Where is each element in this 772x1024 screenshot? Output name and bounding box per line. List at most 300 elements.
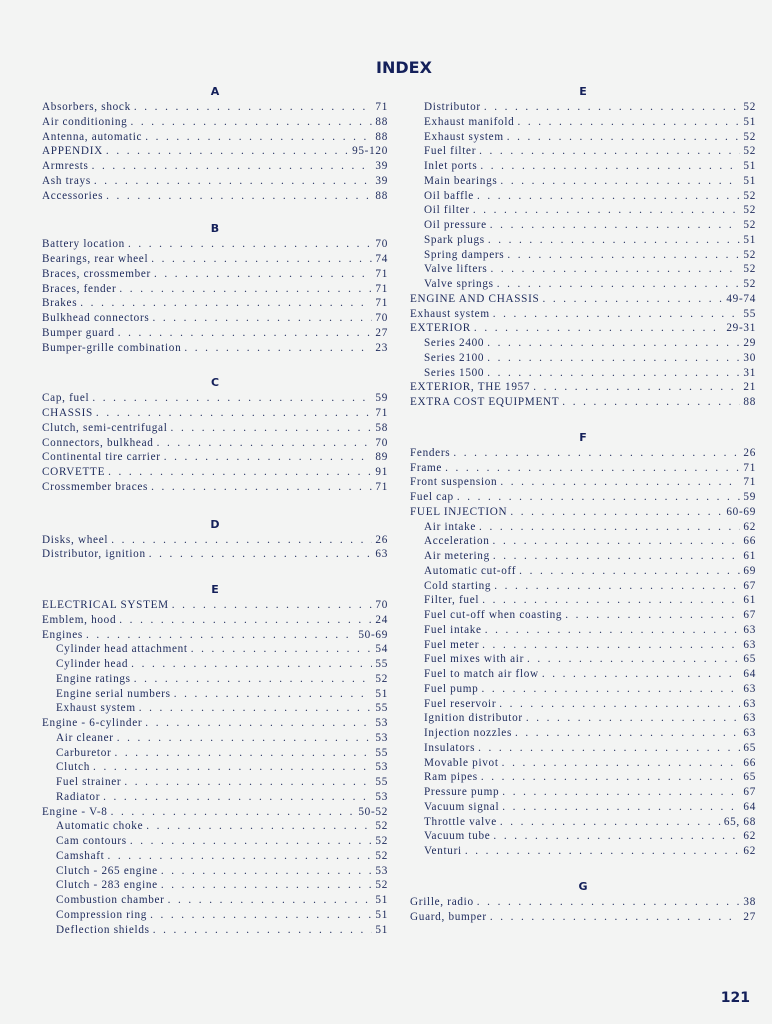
index-entry xyxy=(42,159,388,174)
entry-page: 60-69 xyxy=(726,505,756,518)
entry-page: 63 xyxy=(743,727,756,739)
index-column-left xyxy=(42,84,388,937)
entry-page: 59 xyxy=(743,491,756,503)
dot-leader xyxy=(515,726,740,741)
entry-label: Spring dampers xyxy=(424,248,505,261)
entry-label: Bumper-grille combination xyxy=(42,341,182,354)
index-entry xyxy=(42,613,388,628)
entry-page: 38 xyxy=(743,895,756,908)
dot-leader xyxy=(149,547,373,562)
entry-label: Clutch xyxy=(56,761,91,774)
entry-page: 51 xyxy=(375,923,388,936)
entry-label: Bumper guard xyxy=(42,326,115,339)
entry-page: 65 xyxy=(743,771,756,784)
entry-label: Frame xyxy=(410,461,443,474)
entry-page: 53 xyxy=(375,790,388,803)
index-entry xyxy=(410,549,756,564)
dot-leader xyxy=(174,687,373,702)
dot-leader xyxy=(502,800,740,815)
dot-leader xyxy=(191,642,373,657)
entry-page: 69 xyxy=(743,564,756,577)
entry-page: 51 xyxy=(375,687,388,700)
entry-page: 29 xyxy=(743,337,756,349)
entry-page: 29-31 xyxy=(726,322,756,335)
entry-label: Fuel pump xyxy=(424,682,479,695)
entry-label: Insulators xyxy=(424,741,476,754)
index-entry xyxy=(410,233,756,248)
index-entry xyxy=(410,638,756,653)
dot-leader xyxy=(488,233,741,248)
entry-page: 67 xyxy=(743,786,756,798)
section-letter: F xyxy=(579,430,587,444)
dot-leader xyxy=(111,805,356,820)
entry-label: Cam contours xyxy=(56,835,127,847)
index-section xyxy=(42,517,388,563)
entry-label: Vacuum tube xyxy=(424,830,491,843)
entry-label: CORVETTE xyxy=(42,466,106,478)
entry-label: Series 2400 xyxy=(424,337,485,349)
entry-label: Accessories xyxy=(42,189,104,202)
index-entry xyxy=(410,292,756,307)
entry-page: 49-74 xyxy=(726,292,756,305)
entry-label: Automatic cut-off xyxy=(424,564,517,577)
entry-label: Filter, fuel xyxy=(424,594,480,607)
entry-label: Throttle valve xyxy=(424,815,497,828)
entry-label: Engine - V-8 xyxy=(42,805,108,818)
dot-leader xyxy=(161,864,373,879)
dot-leader xyxy=(474,321,723,336)
entry-label: ENGINE AND CHASSIS xyxy=(410,292,540,305)
dot-leader xyxy=(482,638,740,653)
entry-page: 67 xyxy=(743,579,756,592)
entry-page: 52 xyxy=(743,248,756,261)
index-entry xyxy=(42,923,388,938)
index-section xyxy=(410,430,756,859)
entry-label: APPENDIX xyxy=(42,145,103,158)
page-number: 121 xyxy=(720,990,750,1006)
entry-label: Battery location xyxy=(42,238,125,251)
entry-page: 53 xyxy=(375,761,388,774)
index-entry xyxy=(410,608,756,623)
dot-leader xyxy=(510,505,723,520)
dot-leader xyxy=(465,844,741,859)
index-entry xyxy=(42,746,388,761)
dot-leader xyxy=(500,174,740,189)
entry-page: 59 xyxy=(375,392,388,405)
entry-label: Ram pipes xyxy=(424,771,478,784)
entry-page: 70 xyxy=(375,238,388,251)
entry-label: Oil filter xyxy=(424,204,470,217)
index-entry xyxy=(410,623,756,638)
entry-page: 65, 68 xyxy=(723,815,756,828)
index-entry xyxy=(42,282,388,297)
entry-page: 52 xyxy=(375,835,388,847)
index-entry xyxy=(410,321,756,336)
entry-page: 62 xyxy=(743,845,756,857)
section-letter: C xyxy=(210,376,220,390)
entry-page: 55 xyxy=(375,746,388,759)
index-entry xyxy=(410,380,756,395)
entry-page: 24 xyxy=(375,613,388,626)
dot-leader xyxy=(533,380,740,395)
entry-label: EXTERIOR xyxy=(410,322,471,335)
entry-page: 50-69 xyxy=(358,628,388,641)
entry-page: 62 xyxy=(743,830,756,843)
entry-page: 55 xyxy=(375,702,388,715)
entry-page: 67 xyxy=(743,609,756,621)
entry-page: 71 xyxy=(375,407,388,419)
entry-page: 63 xyxy=(743,697,756,710)
entry-page: 51 xyxy=(743,115,756,128)
entry-label: Engine - 6-cylinder xyxy=(42,717,143,729)
index-entry xyxy=(42,252,388,267)
index-entry xyxy=(410,505,756,520)
index-entry xyxy=(42,760,388,775)
dot-leader xyxy=(92,391,372,406)
dot-leader xyxy=(151,480,372,495)
index-entry xyxy=(42,547,388,562)
dot-leader xyxy=(445,461,740,476)
entry-page: 63 xyxy=(375,548,388,561)
dot-leader xyxy=(487,351,740,366)
index-entry xyxy=(410,159,756,174)
entry-page: 88 xyxy=(375,130,388,143)
index-entry xyxy=(42,819,388,834)
entry-page: 71 xyxy=(743,461,756,474)
entry-label: Continental tire carrier xyxy=(42,451,161,464)
entry-page: 52 xyxy=(743,278,756,290)
dot-leader xyxy=(497,277,741,292)
entry-label: Ignition distributor xyxy=(424,712,523,725)
index-entry xyxy=(42,628,388,643)
dot-leader xyxy=(477,895,741,910)
index-entry xyxy=(42,436,388,451)
entry-page: 63 xyxy=(743,623,756,636)
dot-leader xyxy=(542,667,741,682)
entry-label: Air conditioning xyxy=(42,115,128,128)
entry-page: 71 xyxy=(743,476,756,489)
dot-leader xyxy=(527,652,740,667)
entry-page: 51 xyxy=(743,174,756,187)
index-entry xyxy=(410,593,756,608)
page-title: INDEX xyxy=(376,58,432,77)
dot-leader xyxy=(542,292,723,307)
index-entry xyxy=(410,711,756,726)
index-entry xyxy=(42,406,388,421)
entry-page: 39 xyxy=(375,174,388,187)
entry-label: Air cleaner xyxy=(56,731,114,744)
section-letter: G xyxy=(578,879,588,893)
entry-page: 50-52 xyxy=(358,805,388,818)
entry-page: 27 xyxy=(743,910,756,923)
dot-leader xyxy=(96,406,372,421)
section-letter: A xyxy=(210,85,220,98)
entry-label: Exhaust system xyxy=(410,307,490,320)
index-entry xyxy=(410,800,756,815)
dot-leader xyxy=(124,775,372,790)
entry-page: 53 xyxy=(375,864,388,877)
index-entry xyxy=(42,849,388,864)
entry-label: Series 1500 xyxy=(424,366,485,379)
index-entry xyxy=(42,731,388,746)
dot-leader xyxy=(493,534,741,549)
index-entry xyxy=(410,130,756,145)
dot-leader xyxy=(145,130,372,145)
entry-label: Air metering xyxy=(424,550,490,562)
dot-leader xyxy=(108,465,372,480)
entry-label: Valve springs xyxy=(424,278,494,290)
dot-leader xyxy=(502,785,740,800)
dot-leader xyxy=(184,341,372,356)
entry-page: 55 xyxy=(375,776,388,788)
entry-label: Brakes xyxy=(42,297,78,310)
index-entry xyxy=(410,910,756,925)
entry-label: ELECTRICAL SYSTEM xyxy=(42,599,169,611)
entry-label: Clutch, semi-centrifugal xyxy=(42,421,168,434)
dot-leader xyxy=(111,533,372,548)
index-entry xyxy=(42,775,388,790)
index-entry xyxy=(42,391,388,406)
index-section xyxy=(42,375,388,494)
entry-page: 61 xyxy=(743,550,756,562)
index-entry xyxy=(410,248,756,263)
dot-leader xyxy=(493,307,741,322)
entry-page: 52 xyxy=(743,263,756,276)
entry-page: 53 xyxy=(375,731,388,744)
entry-label: Armrests xyxy=(42,160,89,172)
entry-label: Engines xyxy=(42,628,83,641)
dot-leader xyxy=(80,296,372,311)
index-entry xyxy=(42,805,388,820)
index-entry xyxy=(42,716,388,731)
entry-page: 52 xyxy=(375,849,388,862)
entry-page: 66 xyxy=(743,535,756,548)
dot-leader xyxy=(107,849,372,864)
entry-page: 31 xyxy=(743,366,756,379)
entry-page: 62 xyxy=(743,520,756,533)
entry-page: 52 xyxy=(743,101,756,113)
dot-leader xyxy=(93,760,372,775)
entry-label: Camshaft xyxy=(56,849,105,862)
dot-leader xyxy=(86,628,355,643)
entry-label: Main bearings xyxy=(424,174,498,187)
entry-label: Spark plugs xyxy=(424,233,485,246)
dot-leader xyxy=(500,815,721,830)
index-entry xyxy=(410,189,756,204)
entry-page: 65 xyxy=(743,653,756,666)
index-entry xyxy=(410,218,756,233)
entry-label: Engine serial numbers xyxy=(56,687,171,700)
entry-label: FUEL INJECTION xyxy=(410,505,508,518)
dot-leader xyxy=(153,923,373,938)
index-entry xyxy=(42,465,388,480)
entry-page: 64 xyxy=(743,800,756,813)
entry-page: 51 xyxy=(743,160,756,172)
entry-label: Grille, radio xyxy=(410,895,474,908)
dot-leader xyxy=(485,623,741,638)
index-entry xyxy=(42,598,388,613)
index-section xyxy=(42,84,388,203)
entry-label: Injection nozzles xyxy=(424,727,513,739)
index-entry xyxy=(410,829,756,844)
entry-label: Distributor, ignition xyxy=(42,548,146,561)
dot-leader xyxy=(479,520,740,535)
section-letter: B xyxy=(210,222,220,236)
index-entry xyxy=(410,174,756,189)
dot-leader xyxy=(499,697,740,712)
index-entry xyxy=(42,189,388,204)
dot-leader xyxy=(151,252,372,267)
entry-label: Braces, crossmember xyxy=(42,267,151,280)
entry-label: Ash trays xyxy=(42,174,91,187)
entry-label: Deflection shields xyxy=(56,923,150,936)
dot-leader xyxy=(507,248,740,263)
entry-label: Oil baffle xyxy=(424,189,474,202)
dot-leader xyxy=(118,326,373,341)
entry-page: 52 xyxy=(375,820,388,833)
index-entry xyxy=(410,100,756,115)
index-entry xyxy=(42,657,388,672)
dot-leader xyxy=(94,174,373,189)
entry-page: 52 xyxy=(743,130,756,143)
dot-leader xyxy=(490,910,741,925)
dot-leader xyxy=(507,130,741,145)
entry-label: Clutch - 283 engine xyxy=(56,879,158,892)
index-entry xyxy=(410,395,756,410)
dot-leader xyxy=(481,682,740,697)
index-entry xyxy=(42,326,388,341)
entry-page: 54 xyxy=(375,643,388,656)
dot-leader xyxy=(134,672,373,687)
index-entry xyxy=(410,895,756,910)
index-entry xyxy=(42,311,388,326)
dot-leader xyxy=(114,746,372,761)
index-entry xyxy=(410,351,756,366)
entry-label: Exhaust system xyxy=(56,702,136,715)
entry-page: 55 xyxy=(743,307,756,320)
dot-leader xyxy=(562,395,740,410)
entry-page: 52 xyxy=(375,879,388,892)
entry-label: Inlet ports xyxy=(424,160,478,172)
dot-leader xyxy=(103,790,372,805)
dot-leader xyxy=(477,189,740,204)
index-entry xyxy=(410,667,756,682)
index-entry xyxy=(42,480,388,495)
entry-label: Antenna, automatic xyxy=(42,130,143,143)
entry-label: Series 2100 xyxy=(424,351,485,364)
index-entry xyxy=(410,815,756,830)
entry-label: Fuel meter xyxy=(424,638,480,651)
entry-page: 51 xyxy=(375,908,388,921)
index-entry xyxy=(42,115,388,130)
entry-page: 71 xyxy=(375,101,388,113)
entry-page: 53 xyxy=(375,717,388,729)
entry-label: Cylinder head attachment xyxy=(56,643,188,656)
entry-page: 52 xyxy=(743,204,756,217)
index-entry xyxy=(42,533,388,548)
dot-leader xyxy=(502,756,741,771)
index-section xyxy=(410,879,756,925)
index-entry xyxy=(42,174,388,189)
entry-label: Acceleration xyxy=(424,535,490,548)
index-entry xyxy=(42,642,388,657)
dot-leader xyxy=(453,446,740,461)
section-letter: E xyxy=(579,85,587,98)
dot-leader xyxy=(481,770,741,785)
index-entry xyxy=(42,421,388,436)
dot-leader xyxy=(480,159,740,174)
index-entry xyxy=(410,564,756,579)
index-column-right xyxy=(410,84,756,924)
index-entry xyxy=(410,741,756,756)
entry-label: Fuel filter xyxy=(424,145,477,158)
entry-label: Fuel cut-off when coasting xyxy=(424,609,563,621)
index-entry xyxy=(42,672,388,687)
index-entry xyxy=(42,790,388,805)
entry-label: Cylinder head xyxy=(56,658,129,670)
dot-leader xyxy=(146,819,372,834)
dot-leader xyxy=(500,475,740,490)
entry-page: 70 xyxy=(375,312,388,324)
entry-label: Cap, fuel xyxy=(42,392,90,405)
index-entry xyxy=(410,844,756,859)
dot-leader xyxy=(484,100,741,115)
index-entry xyxy=(42,701,388,716)
index-entry xyxy=(410,756,756,771)
index-entry xyxy=(410,520,756,535)
entry-label: Pressure pump xyxy=(424,786,500,798)
entry-label: CHASSIS xyxy=(42,407,93,419)
entry-label: Emblem, hood xyxy=(42,613,117,626)
entry-page: 52 xyxy=(743,189,756,202)
index-entry xyxy=(410,534,756,549)
index-entry xyxy=(410,203,756,218)
entry-label: Fuel cap xyxy=(410,491,454,503)
dot-leader xyxy=(479,144,740,159)
entry-page: 66 xyxy=(743,756,756,769)
entry-page: 63 xyxy=(743,638,756,651)
index-entry xyxy=(410,336,756,351)
entry-page: 26 xyxy=(743,446,756,459)
entry-label: Fuel to match air flow xyxy=(424,668,539,680)
entry-page: 71 xyxy=(375,480,388,493)
entry-label: Radiator xyxy=(56,790,101,803)
index-entry xyxy=(410,652,756,667)
index-entry xyxy=(410,277,756,292)
entry-label: Bearings, rear wheel xyxy=(42,253,149,265)
entry-page: 21 xyxy=(743,381,756,394)
entry-page: 30 xyxy=(743,351,756,364)
dot-leader xyxy=(168,893,373,908)
entry-page: 88 xyxy=(375,189,388,202)
entry-page: 95-120 xyxy=(352,145,388,158)
index-section xyxy=(42,221,388,355)
dot-leader xyxy=(139,701,373,716)
dot-leader xyxy=(493,829,740,844)
entry-page: 71 xyxy=(375,297,388,310)
entry-label: Combustion chamber xyxy=(56,894,165,906)
entry-label: Disks, wheel xyxy=(42,533,109,546)
dot-leader xyxy=(92,159,373,174)
index-entry xyxy=(42,130,388,145)
entry-label: Engine ratings xyxy=(56,672,131,685)
dot-leader xyxy=(487,366,740,381)
dot-leader xyxy=(490,262,740,277)
index-entry xyxy=(410,307,756,322)
entry-page: 70 xyxy=(375,599,388,611)
entry-page: 88 xyxy=(743,396,756,408)
index-entry xyxy=(42,450,388,465)
